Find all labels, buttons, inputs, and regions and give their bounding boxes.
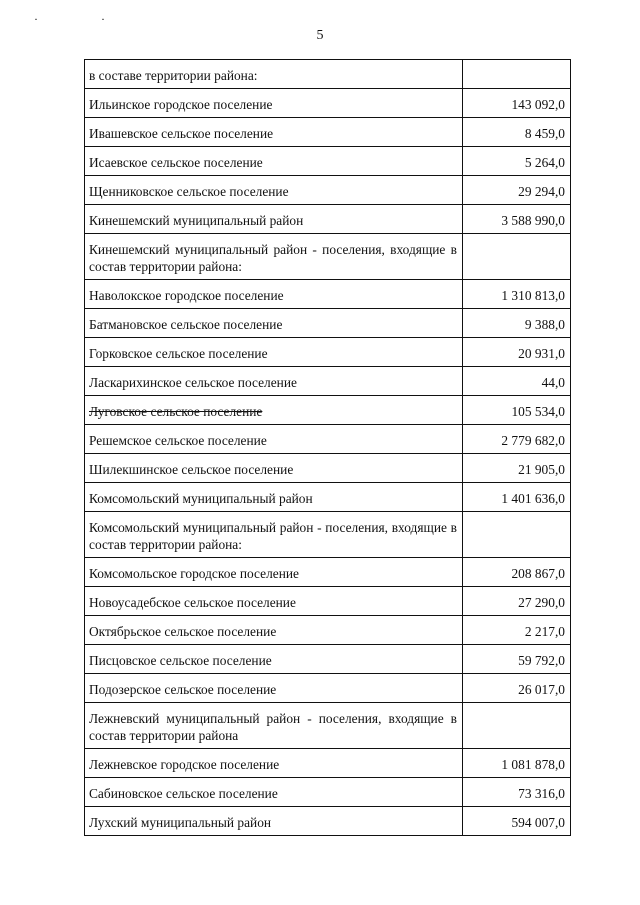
row-value: 105 534,0	[463, 396, 571, 425]
row-name: Ласкарихинское сельское поселение	[85, 367, 463, 396]
row-value: 594 007,0	[463, 807, 571, 836]
table-row	[85, 338, 571, 367]
row-value: 143 092,0	[463, 89, 571, 118]
row-value	[463, 60, 571, 89]
scan-marks: · ·	[34, 12, 135, 26]
row-name: Наволокское городское поселение	[85, 280, 463, 309]
table-row	[85, 309, 571, 338]
table-row	[85, 645, 571, 674]
row-value: 20 931,0	[463, 338, 571, 367]
row-name: Лежневский муниципальный район - поселения, входящие в состав территории района	[85, 703, 463, 749]
row-name: Горковское сельское поселение	[85, 338, 463, 367]
row-name: Комсомольский муниципальный район	[85, 483, 463, 512]
table-row	[85, 425, 571, 454]
row-name-struck: Луговское сельское поселение	[85, 396, 463, 425]
row-name: Сабиновское сельское поселение	[85, 778, 463, 807]
table-row	[85, 280, 571, 309]
table-row	[85, 205, 571, 234]
table-row	[85, 454, 571, 483]
row-name: Комсомольское городское поселение	[85, 558, 463, 587]
table-row	[85, 674, 571, 703]
row-name: Писцовское сельское поселение	[85, 645, 463, 674]
row-value: 9 388,0	[463, 309, 571, 338]
row-value: 27 290,0	[463, 587, 571, 616]
row-value: 44,0	[463, 367, 571, 396]
row-value: 26 017,0	[463, 674, 571, 703]
row-value: 1 081 878,0	[463, 749, 571, 778]
row-name: Подозерское сельское поселение	[85, 674, 463, 703]
table-row	[85, 807, 571, 836]
row-name: Лухский муниципальный район	[85, 807, 463, 836]
table-row	[85, 703, 571, 749]
row-value: 208 867,0	[463, 558, 571, 587]
row-name: Ивашевское сельское поселение	[85, 118, 463, 147]
table-row	[85, 118, 571, 147]
row-value	[463, 703, 571, 749]
row-name: Исаевское сельское поселение	[85, 147, 463, 176]
table-row	[85, 616, 571, 645]
table-row	[85, 176, 571, 205]
row-value: 1 310 813,0	[463, 280, 571, 309]
row-name: Октябрьское сельское поселение	[85, 616, 463, 645]
table-row	[85, 147, 571, 176]
row-value: 29 294,0	[463, 176, 571, 205]
page-number: 5	[316, 28, 324, 43]
row-value: 1 401 636,0	[463, 483, 571, 512]
row-name: Шилекшинское сельское поселение	[85, 454, 463, 483]
table-row	[85, 483, 571, 512]
budget-table	[84, 59, 571, 836]
row-name: в составе территории района:	[85, 60, 463, 89]
row-name: Батмановское сельское поселение	[85, 309, 463, 338]
row-value: 2 779 682,0	[463, 425, 571, 454]
row-name: Решемское сельское поселение	[85, 425, 463, 454]
table-row	[85, 89, 571, 118]
table-row	[85, 367, 571, 396]
row-value	[463, 234, 571, 280]
row-name: Ильинское городское поселение	[85, 89, 463, 118]
table-row	[85, 60, 571, 89]
row-name: Щенниковское сельское поселение	[85, 176, 463, 205]
row-name: Кинешемский муниципальный район	[85, 205, 463, 234]
table-row	[85, 396, 571, 425]
row-name: Кинешемский муниципальный район - поселения, входящие в состав территории района:	[85, 234, 463, 280]
row-value: 2 217,0	[463, 616, 571, 645]
table-row	[85, 512, 571, 558]
row-value: 5 264,0	[463, 147, 571, 176]
table-row	[85, 587, 571, 616]
table-row	[85, 558, 571, 587]
row-value: 73 316,0	[463, 778, 571, 807]
table-row	[85, 234, 571, 280]
row-value: 8 459,0	[463, 118, 571, 147]
row-value: 3 588 990,0	[463, 205, 571, 234]
table-row	[85, 749, 571, 778]
row-value	[463, 512, 571, 558]
row-value: 21 905,0	[463, 454, 571, 483]
row-name: Лежневское городское поселение	[85, 749, 463, 778]
table-row	[85, 778, 571, 807]
row-name: Новоусадебское сельское поселение	[85, 587, 463, 616]
row-name: Комсомольский муниципальный район - поселения, входящие в состав территории района:	[85, 512, 463, 558]
row-value: 59 792,0	[463, 645, 571, 674]
